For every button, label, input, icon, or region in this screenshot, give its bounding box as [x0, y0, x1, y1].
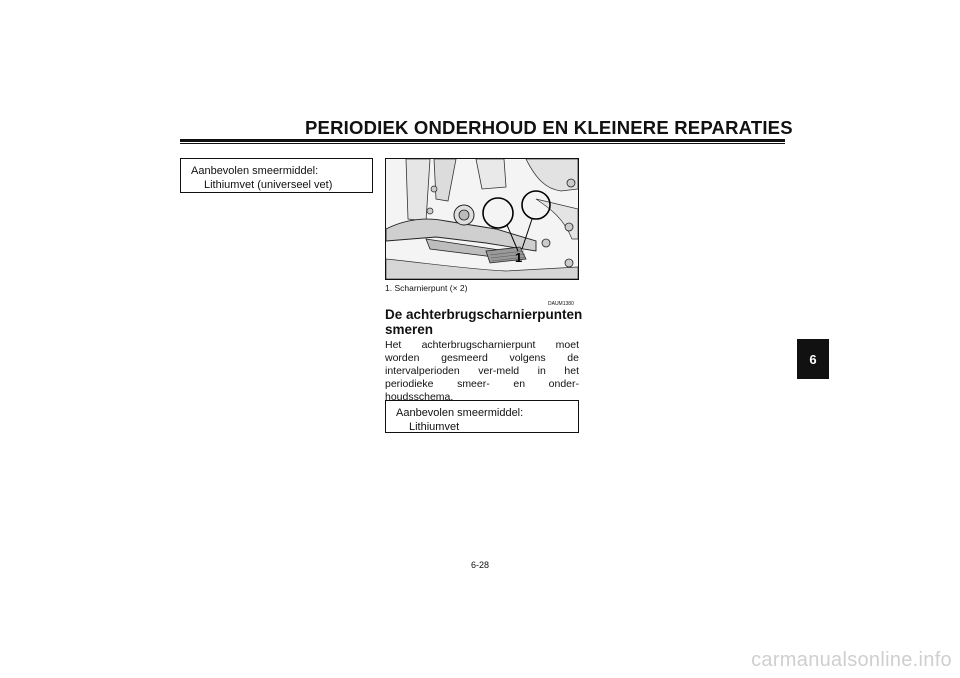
section-body: Het achterbrugscharnierpunt moet worden gesmeerd volgens de intervalperioden ver-meld in het periodieke smeer- en onder-houdsschema.: [385, 339, 579, 403]
watermark: carmanualsonline.info: [751, 649, 952, 671]
figure-caption: 1. Scharnierpunt (× 2): [385, 283, 468, 293]
page-title: PERIODIEK ONDERHOUD EN KLEINERE REPARATIES: [305, 117, 793, 138]
lubricant-label: Aanbevolen smeermiddel:: [191, 165, 319, 177]
title-rule: [180, 139, 785, 142]
pivot-point-illustration: [385, 158, 579, 280]
section-heading: De achterbrugscharnierpunten smeren: [385, 307, 583, 337]
lubricant-label: Aanbevolen smeermiddel:: [396, 407, 524, 419]
chapter-tab[interactable]: 6: [797, 339, 829, 379]
motorcycle-pivot-drawing: [386, 159, 578, 279]
lubricant-value: Lithiumvet: [409, 421, 460, 433]
title-rule-thin: [180, 143, 785, 144]
recommended-lubricant-box-left: [180, 158, 373, 193]
recommended-lubricant-box-right: [385, 400, 579, 433]
lubricant-value: Lithiumvet (universeel vet): [204, 179, 333, 191]
section-code: DAUM1380: [548, 301, 574, 307]
callout-number: 1: [515, 250, 523, 265]
page-number: 6-28: [470, 560, 489, 570]
